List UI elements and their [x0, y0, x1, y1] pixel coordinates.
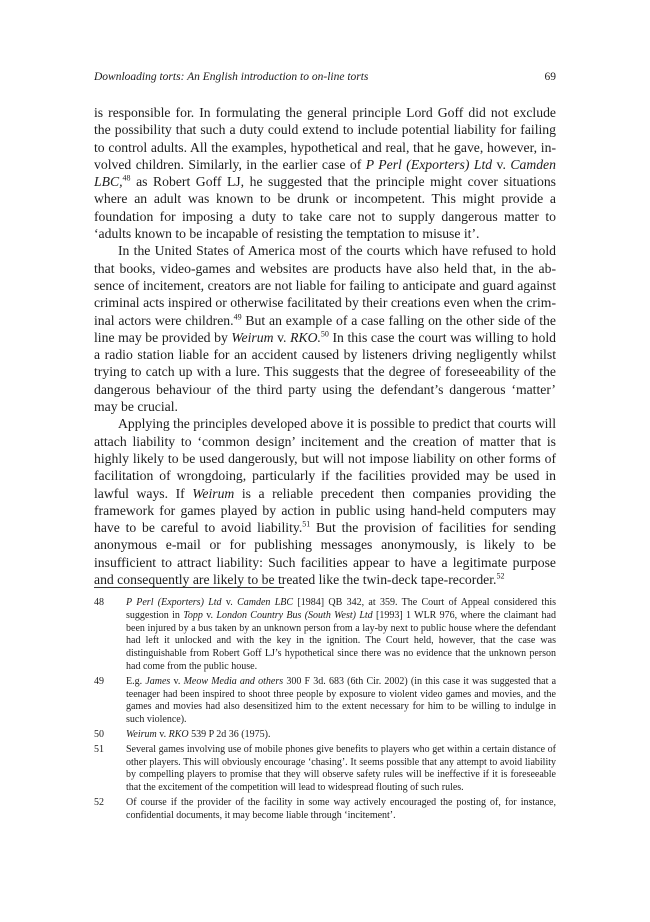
- footnote-number: 50: [94, 728, 104, 740]
- text-run: v.: [492, 156, 511, 172]
- text-run: v.: [221, 597, 238, 608]
- body-text: [94, 104, 556, 588]
- footnote-ref-48: 48: [122, 173, 131, 183]
- paragraph-2: [94, 242, 556, 415]
- case-name: Weirum: [192, 485, 235, 501]
- footnote-48: [94, 597, 556, 674]
- footnote-text: Of course if the provider of the facility in some way actively encouraged the posting of, for instance, confidential documents, it may become liable through ‘incitement’.: [126, 796, 556, 821]
- text-run: is a reliable precedent then companies providing the framework for games played by action in public using hand-held computers may have to be careful to avoid liability.: [94, 485, 556, 536]
- footnote-ref-52: 52: [496, 571, 505, 581]
- case-name: Weirum: [231, 329, 274, 345]
- text-run: [1984] QB 342, at 359. The Court of Appeal considered this suggestion in: [126, 597, 556, 621]
- case-name: P Perl (Exporters) Ltd: [365, 156, 493, 172]
- case-name: Weirum: [126, 728, 157, 740]
- case-name: Camden LBC,: [94, 156, 556, 190]
- text-run: But the provision of facilities for sending anonymous e-mail or for publishing messages anonymously, is likely to be insufficient to attract liability: Such facilities appear to have a legitimate purpose and consequently are likely to be treated like the twin-deck tape-recorder.: [94, 520, 556, 588]
- text-run: 300 F 3d. 683 (6th Cir. 2002) (in this case it was suggested that a teenager had been inspired to shoot three people by exposure to violent video games and movies, and the games and movies had also desensitized him to the extent necessary for him to be willing to indulge in such violence).: [126, 675, 557, 726]
- case-name: Camden LBC: [237, 597, 294, 608]
- text-run: v.: [156, 728, 169, 740]
- footnote-ref-51: 51: [302, 519, 311, 529]
- footnote-number: 49: [94, 675, 104, 687]
- footnote-50: [94, 729, 556, 742]
- footnotes: [94, 597, 556, 825]
- text-run: v.: [202, 609, 217, 621]
- footnote-51: [94, 744, 556, 795]
- case-name: RKO.: [290, 329, 321, 345]
- footnote-ref-49: 49: [233, 312, 242, 321]
- text-run: as Robert Goff LJ, he suggested that the principle might cover situations where an adult was known to be drunk or incompetent. This might provide a foundation for imposing a duty to take care not to supply dangerous matter to ‘adults known to be incapable of resisting the temptation to misuse it’.: [94, 174, 556, 242]
- footnote-text: [126, 729, 556, 742]
- text-run: 539 P 2d 36 (1975).: [188, 728, 271, 740]
- case-name: James: [145, 675, 171, 687]
- case-name: RKO: [168, 728, 189, 740]
- footnote-text: Several games involving use of mobile phones give benefits to players who get within a certain distance of other players. This will obviously encourage ‘chasing’. It seems possible that any attempt to avoid liability by compelling players to promise that they will observe safety rules will be ineffective if it is foreseeable that the excitement of the competition will lead to widespread flouting of such rules.: [126, 743, 556, 794]
- case-name: Topp: [183, 609, 203, 621]
- footnote-number: 51: [94, 743, 104, 755]
- footnote-49: [94, 676, 556, 727]
- footnote-text: [126, 676, 556, 727]
- case-name: P Perl (Exporters) Ltd: [126, 597, 222, 608]
- text-run: [1993] 1 WLR 976, where the claimant had been injured by a bus taken by an unknown person from a lay-by next to public house where the defendant had left it unlocked and with the key in the ignition. The Court held, however, that the case was distinguishable from Robert Goff LJ’s hypothetical since there was no evidence that the unknown person had come from the public house.: [126, 609, 556, 672]
- text-run: But an example of a case falling on the other side of the line may be provided by: [94, 312, 556, 345]
- text-run: In this case the court was willing to hold a radio station liable for an accident caused by listeners driving negligently whilst trying to catch up with a lure. This suggests that the degree of foreseeability of the dangerous behaviour of the third party using the defendant’s dangerous ‘matter’ may be crucial.: [94, 329, 556, 415]
- running-title: Downloading torts: An English introduction to on-line torts: [94, 71, 369, 83]
- footnote-52: [94, 797, 556, 823]
- footnote-divider: [94, 587, 284, 588]
- text-run: v.: [170, 675, 184, 687]
- case-name: London Country Bus (South West) Ltd: [216, 609, 373, 621]
- footnote-number: 52: [94, 796, 104, 808]
- text-run: In the United States of America most of the courts which have refused to hold that books, video-games and websites are products have also held that, in the absence of incitement, creators are not liable for failing to anticipate and guard against criminal acts inspired or otherwise facilitated by their creations even when the criminal actors were children.: [94, 243, 556, 328]
- footnote-text: [126, 597, 556, 674]
- case-name: Meow Media and others: [183, 675, 284, 687]
- text-run: v.: [273, 329, 291, 345]
- page-number: 69: [544, 71, 556, 83]
- paragraph-1: [94, 104, 556, 242]
- text-run: E.g.: [126, 675, 146, 687]
- footnote-ref-50: 50: [320, 329, 329, 339]
- paragraph-3: [94, 415, 556, 588]
- text-run: is responsible for. In formulating the general principle Lord Goff did not exclude the possibility that such a duty could extend to include potential liability for failing to control adults. All the examples, hypothetical and real, that he gave, however, involved children. Similarly, in the earlier case of: [94, 105, 556, 172]
- footnote-number: 48: [94, 597, 104, 608]
- text-run: Applying the principles developed above it is possible to predict that courts will attach liability to ‘common design’ incitement and the creation of matter that is highly likely to be used dangerously, but will not impose liability on other forms of facilitation of wrongdoing, particularly if the facilities provided may be used in lawful ways. If: [94, 416, 556, 501]
- running-header: [94, 71, 556, 83]
